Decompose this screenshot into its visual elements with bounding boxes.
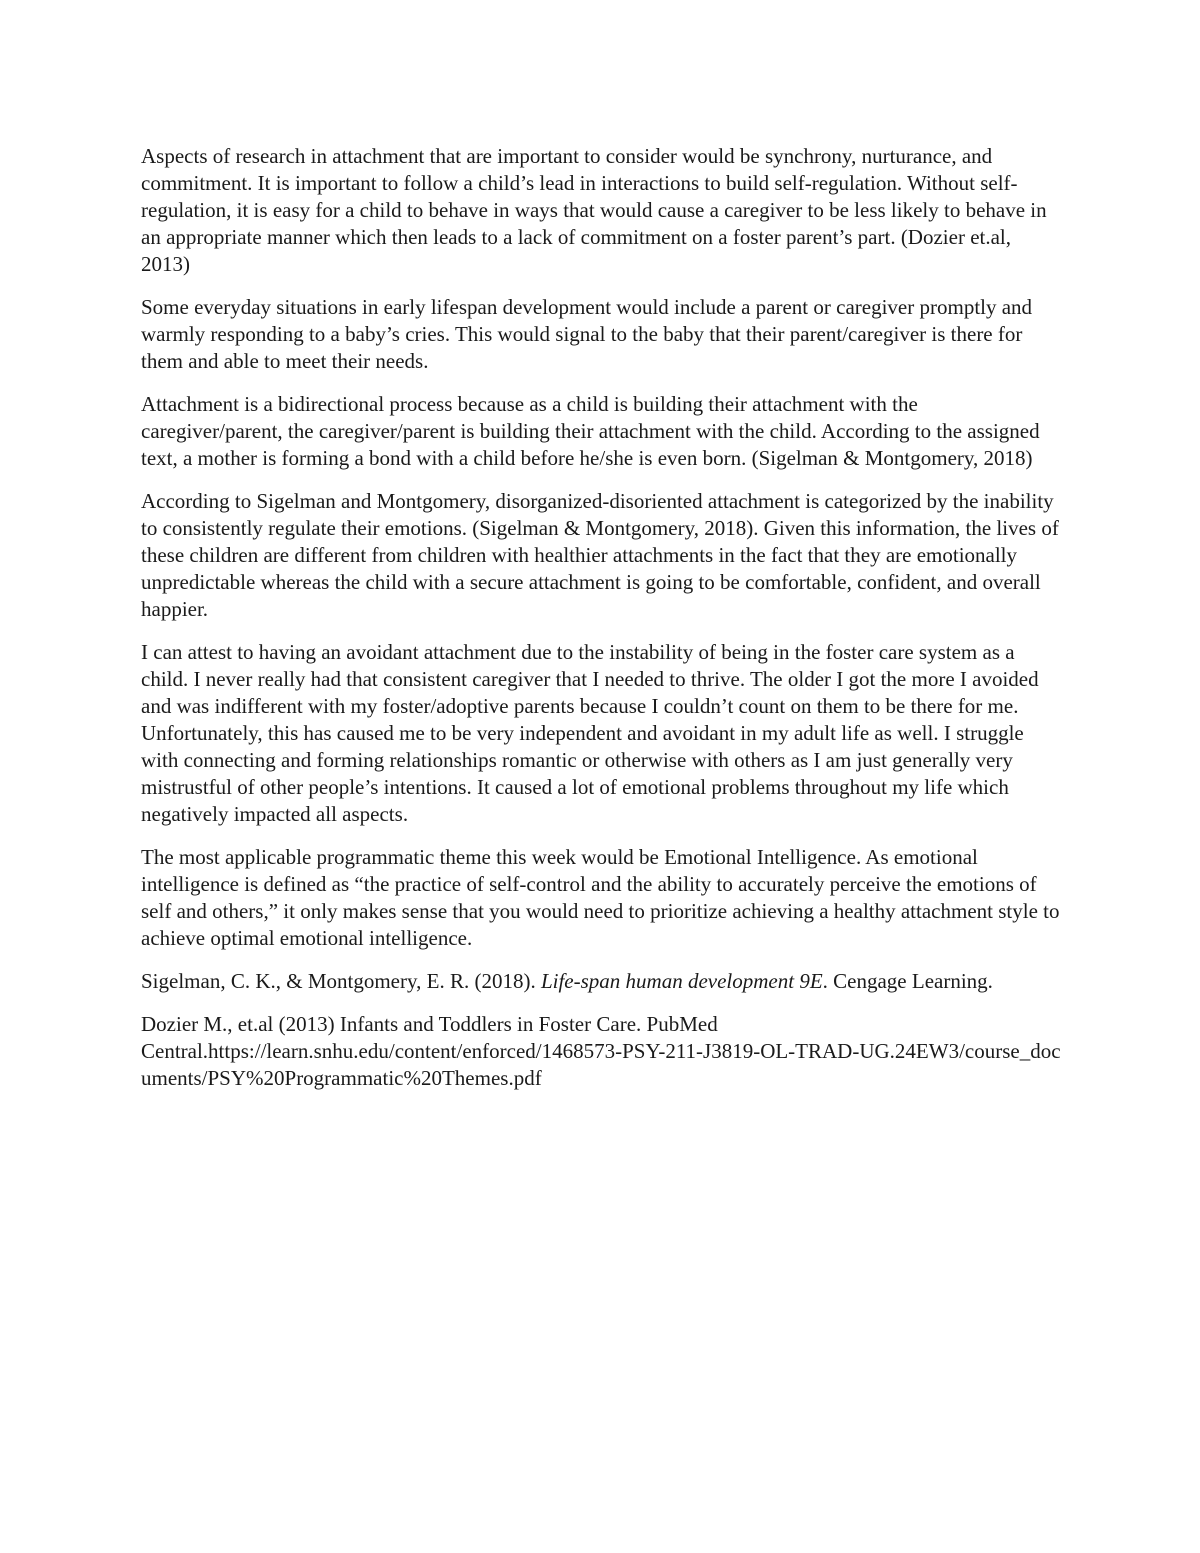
reference-dozier-url: Central.https://learn.snhu.edu/content/enforced/1468573-PSY-211-J3819-OL-TRAD-UG.24EW3/course_documents/PSY%20Programmatic%20Themes.pdf bbox=[141, 1039, 1061, 1090]
reference-dozier-citation: Dozier M., et.al (2013) Infants and Toddlers in Foster Care. PubMed bbox=[141, 1012, 718, 1036]
paragraph-disorganized: According to Sigelman and Montgomery, disorganized-disoriented attachment is categorized by the inability to consistently regulate their emotions. (Sigelman & Montgomery, 2018). Given this information, the lives of these children are different from children with healthier attachments in the fact that they are emotionally unpredictable whereas the child with a secure attachment is going to be comfortable, confident, and overall happier. bbox=[141, 489, 1059, 621]
reference-sigelman bbox=[141, 968, 1061, 995]
paragraph-bidirectional: Attachment is a bidirectional process because as a child is building their attachment with the caregiver/parent, the caregiver/parent is building their attachment with the child. According to the assigned text, a mother is forming a bond with a child before he/she is even born. (Sigelman & Montgomery, 2018) bbox=[141, 392, 1040, 470]
reference-sigelman-title: Life-span human development 9E bbox=[540, 969, 823, 993]
paragraph-everyday-situations: Some everyday situations in early lifespan development would include a parent or caregiver promptly and warmly responding to a baby’s cries. This would signal to the baby that their parent/caregiver is there for them and able to meet their needs. bbox=[141, 295, 1033, 373]
paragraph-synchrony: Aspects of research in attachment that are important to consider would be synchrony, nurturance, and commitment. It is important to follow a child’s lead in interactions to build self-regulation. Without self-regulation, it is easy for a child to behave in ways that would cause a caregiver to be less likely to behave in an appropriate manner which then leads to a lack of commitment on a foster parent’s part. (Dozier et.al, 2013) bbox=[141, 144, 1047, 276]
paragraph-personal-experience: I can attest to having an avoidant attachment due to the instability of being in the foster care system as a child. I never really had that consistent caregiver that I needed to thrive. The older I got the more I avoided and was indifferent with my foster/adoptive parents because I couldn’t count on them to be there for me. Unfortunately, this has caused me to be very independent and avoidant in my adult life as well. I struggle with connecting and forming relationships romantic or otherwise with others as I am just generally very mistrustful of other people’s intentions. It caused a lot of emotional problems throughout my life which negatively impacted all aspects. bbox=[141, 640, 1039, 826]
reference-sigelman-authors: Sigelman, C. K., & Montgomery, E. R. (2018). bbox=[141, 969, 541, 993]
document-body bbox=[141, 143, 1061, 1108]
paragraph-programmatic-theme: The most applicable programmatic theme this week would be Emotional Intelligence. As emotional intelligence is defined as “the practice of self-control and the ability to accurately perceive the emotions of self and others,” it only makes sense that you would need to prioritize achieving a healthy attachment style to achieve optimal emotional intelligence. bbox=[141, 845, 1060, 950]
reference-sigelman-publisher: . Cengage Learning. bbox=[822, 969, 993, 993]
reference-dozier bbox=[141, 1011, 1061, 1092]
